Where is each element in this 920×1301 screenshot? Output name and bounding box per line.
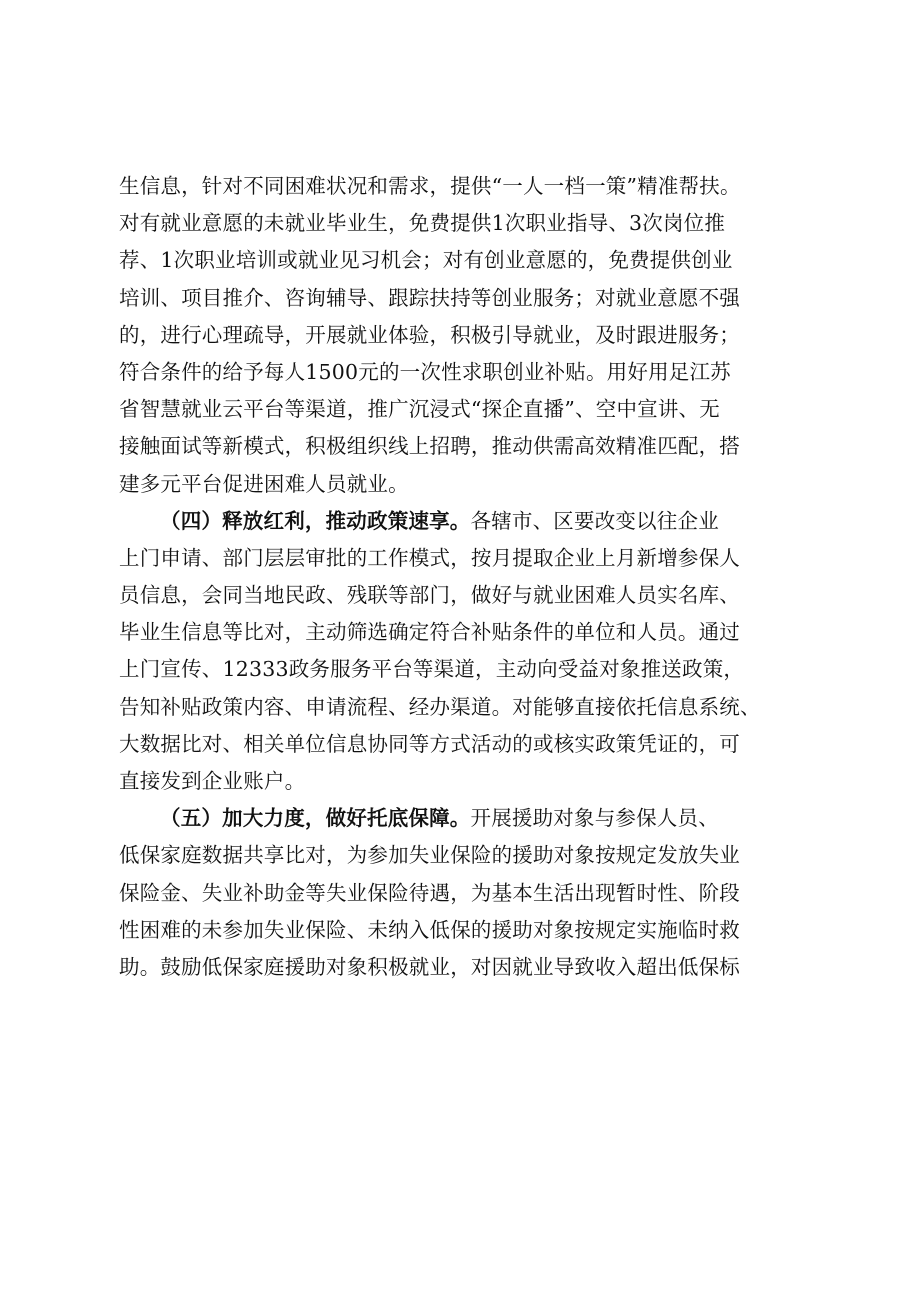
text-line: 的，进行心理疏导，开展就业体验，积极引导就业，及时跟进服务； — [119, 322, 740, 347]
text-line: 告知补贴政策内容、申请流程、经办渠道。对能够直接依托信息系统、 — [119, 694, 761, 719]
section-5-first-line — [119, 800, 809, 837]
text-line: 建多元平台促进困难人员就业。 — [119, 471, 409, 496]
section-4-first-line — [119, 503, 809, 540]
text-line: 省智慧就业云平台等渠道，推广沉浸式“探企直播”、空中宣讲、无 — [119, 397, 720, 422]
text-line: 上门申请、部门层层审批的工作模式，按月提取企业上月新增参保人 — [119, 545, 740, 570]
text-line: 保险金、失业补助金等失业保险待遇，为基本生活出现暂时性、阶段 — [119, 880, 740, 905]
text-line: 直接发到企业账户。 — [119, 769, 306, 793]
document-body — [119, 168, 809, 986]
text-span: 各辖市、区要改变以往企业 — [470, 508, 719, 533]
text-line: 生信息，针对不同困难状况和需求，提供“一人一档一策”精准帮扶。 — [119, 174, 741, 198]
section-4-heading: （四）释放红利，推动政策速享。 — [160, 508, 471, 533]
text-line: 对有就业意愿的未就业毕业生，免费提供1次职业指导、3次岗位推 — [119, 211, 726, 236]
text-line: 助。鼓励低保家庭援助对象积极就业，对因就业导致收入超出低保标 — [119, 954, 740, 979]
text-line: 低保家庭数据共享比对，为参加失业保险的援助对象按规定发放失业 — [119, 843, 740, 868]
text-line: 上门宣传、12333政务服务平台等渠道，主动向受益对象推送政策， — [119, 657, 745, 682]
text-line: 接触面试等新模式，积极组织线上招聘，推动供需高效精准匹配，搭 — [119, 434, 740, 459]
text-line: 符合条件的给予每人1500元的一次性求职创业补贴。用好用足江苏 — [119, 359, 731, 384]
text-line: 培训、项目推介、咨询辅导、跟踪扶持等创业服务；对就业意愿不强 — [119, 285, 740, 310]
text-line: 荐、1次职业培训或就业见习机会；对有创业意愿的，免费提供创业 — [119, 248, 733, 273]
text-line: 大数据比对、相关单位信息协同等方式活动的或核实政策凭证的，可 — [119, 731, 740, 756]
section-5-heading: （五）加大力度，做好托底保障。 — [160, 806, 471, 831]
text-line: 性困难的未参加失业保险、未纳入低保的援助对象按规定实施临时救 — [119, 917, 740, 942]
text-line: 员信息，会同当地民政、残联等部门，做好与就业困难人员实名库、 — [119, 583, 740, 608]
text-line: 毕业生信息等比对，主动筛选确定符合补贴条件的单位和人员。通过 — [119, 620, 740, 645]
text-span: 开展援助对象与参保人员、 — [470, 806, 719, 831]
